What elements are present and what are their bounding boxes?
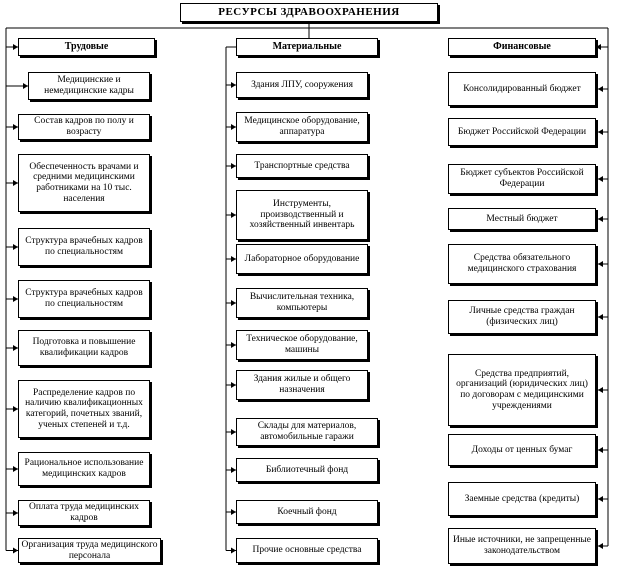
- material-item-9: Склады для материалов, автомобильные гаражи: [236, 418, 378, 446]
- financial-item-2: Бюджет Российской Федерации: [448, 118, 596, 146]
- labor-item-10: Организация труда медицинского персонала: [18, 538, 161, 563]
- labor-item-2: Состав кадров по полу и возрасту: [18, 114, 150, 140]
- material-item-6: Вычислительная техника, компьютеры: [236, 288, 368, 318]
- financial-item-4: Местный бюджет: [448, 208, 596, 230]
- financial-item-7: Средства предприятий, организаций (юридических лиц) по договорам с медицинскими учреждениями: [448, 354, 596, 426]
- financial-item-10: Иные источники, не запрещенные законодательством: [448, 528, 596, 564]
- labor-item-6: Подготовка и повышение квалификации кадров: [18, 330, 150, 366]
- financial-item-5: Средства обязательного медицинского страхования: [448, 244, 596, 284]
- labor-item-7: Распределение кадров по наличию квалификационных категорий, почетных званий, ученых степеней и т.д.: [18, 380, 150, 438]
- material-item-1: Здания ЛПУ, сооружения: [236, 72, 368, 98]
- material-item-3: Транспортные средства: [236, 154, 368, 178]
- material-item-11: Коечный фонд: [236, 500, 378, 524]
- material-item-8: Здания жилые и общего назначения: [236, 370, 368, 400]
- labor-item-8: Рациональное использование медицинских кадров: [18, 452, 150, 486]
- financial-item-9: Заемные средства (кредиты): [448, 482, 596, 516]
- labor-item-3: Обеспеченность врачами и средними медицинскими работниками на 10 тыс. населения: [18, 154, 150, 212]
- labor-item-9: Оплата труда медицинских кадров: [18, 500, 150, 526]
- financial-column-heading: Финансовые: [448, 38, 596, 56]
- labor-item-4: Структура врачебных кадров по специальностям: [18, 228, 150, 266]
- labor-column-heading: Трудовые: [18, 38, 155, 56]
- material-item-2: Медицинское оборудование, аппаратура: [236, 112, 368, 142]
- financial-item-6: Личные средства граждан (физических лиц): [448, 300, 596, 334]
- material-item-12: Прочие основные средства: [236, 538, 378, 563]
- material-item-4: Инструменты, производственный и хозяйственный инвентарь: [236, 190, 368, 240]
- material-column-heading: Материальные: [236, 38, 378, 56]
- diagram-title: РЕСУРСЫ ЗДРАВООХРАНЕНИЯ: [180, 3, 438, 22]
- financial-item-8: Доходы от ценных бумаг: [448, 434, 596, 466]
- labor-item-1: Медицинские и немедицинские кадры: [28, 72, 150, 100]
- financial-item-3: Бюджет субъектов Российской Федерации: [448, 164, 596, 194]
- material-item-10: Библиотечный фонд: [236, 458, 378, 482]
- material-item-5: Лабораторное оборудование: [236, 244, 368, 274]
- material-item-7: Техническое оборудование, машины: [236, 330, 368, 360]
- financial-item-1: Консолидированный бюджет: [448, 72, 596, 106]
- labor-item-5: Структура врачебных кадров по специальностям: [18, 280, 150, 318]
